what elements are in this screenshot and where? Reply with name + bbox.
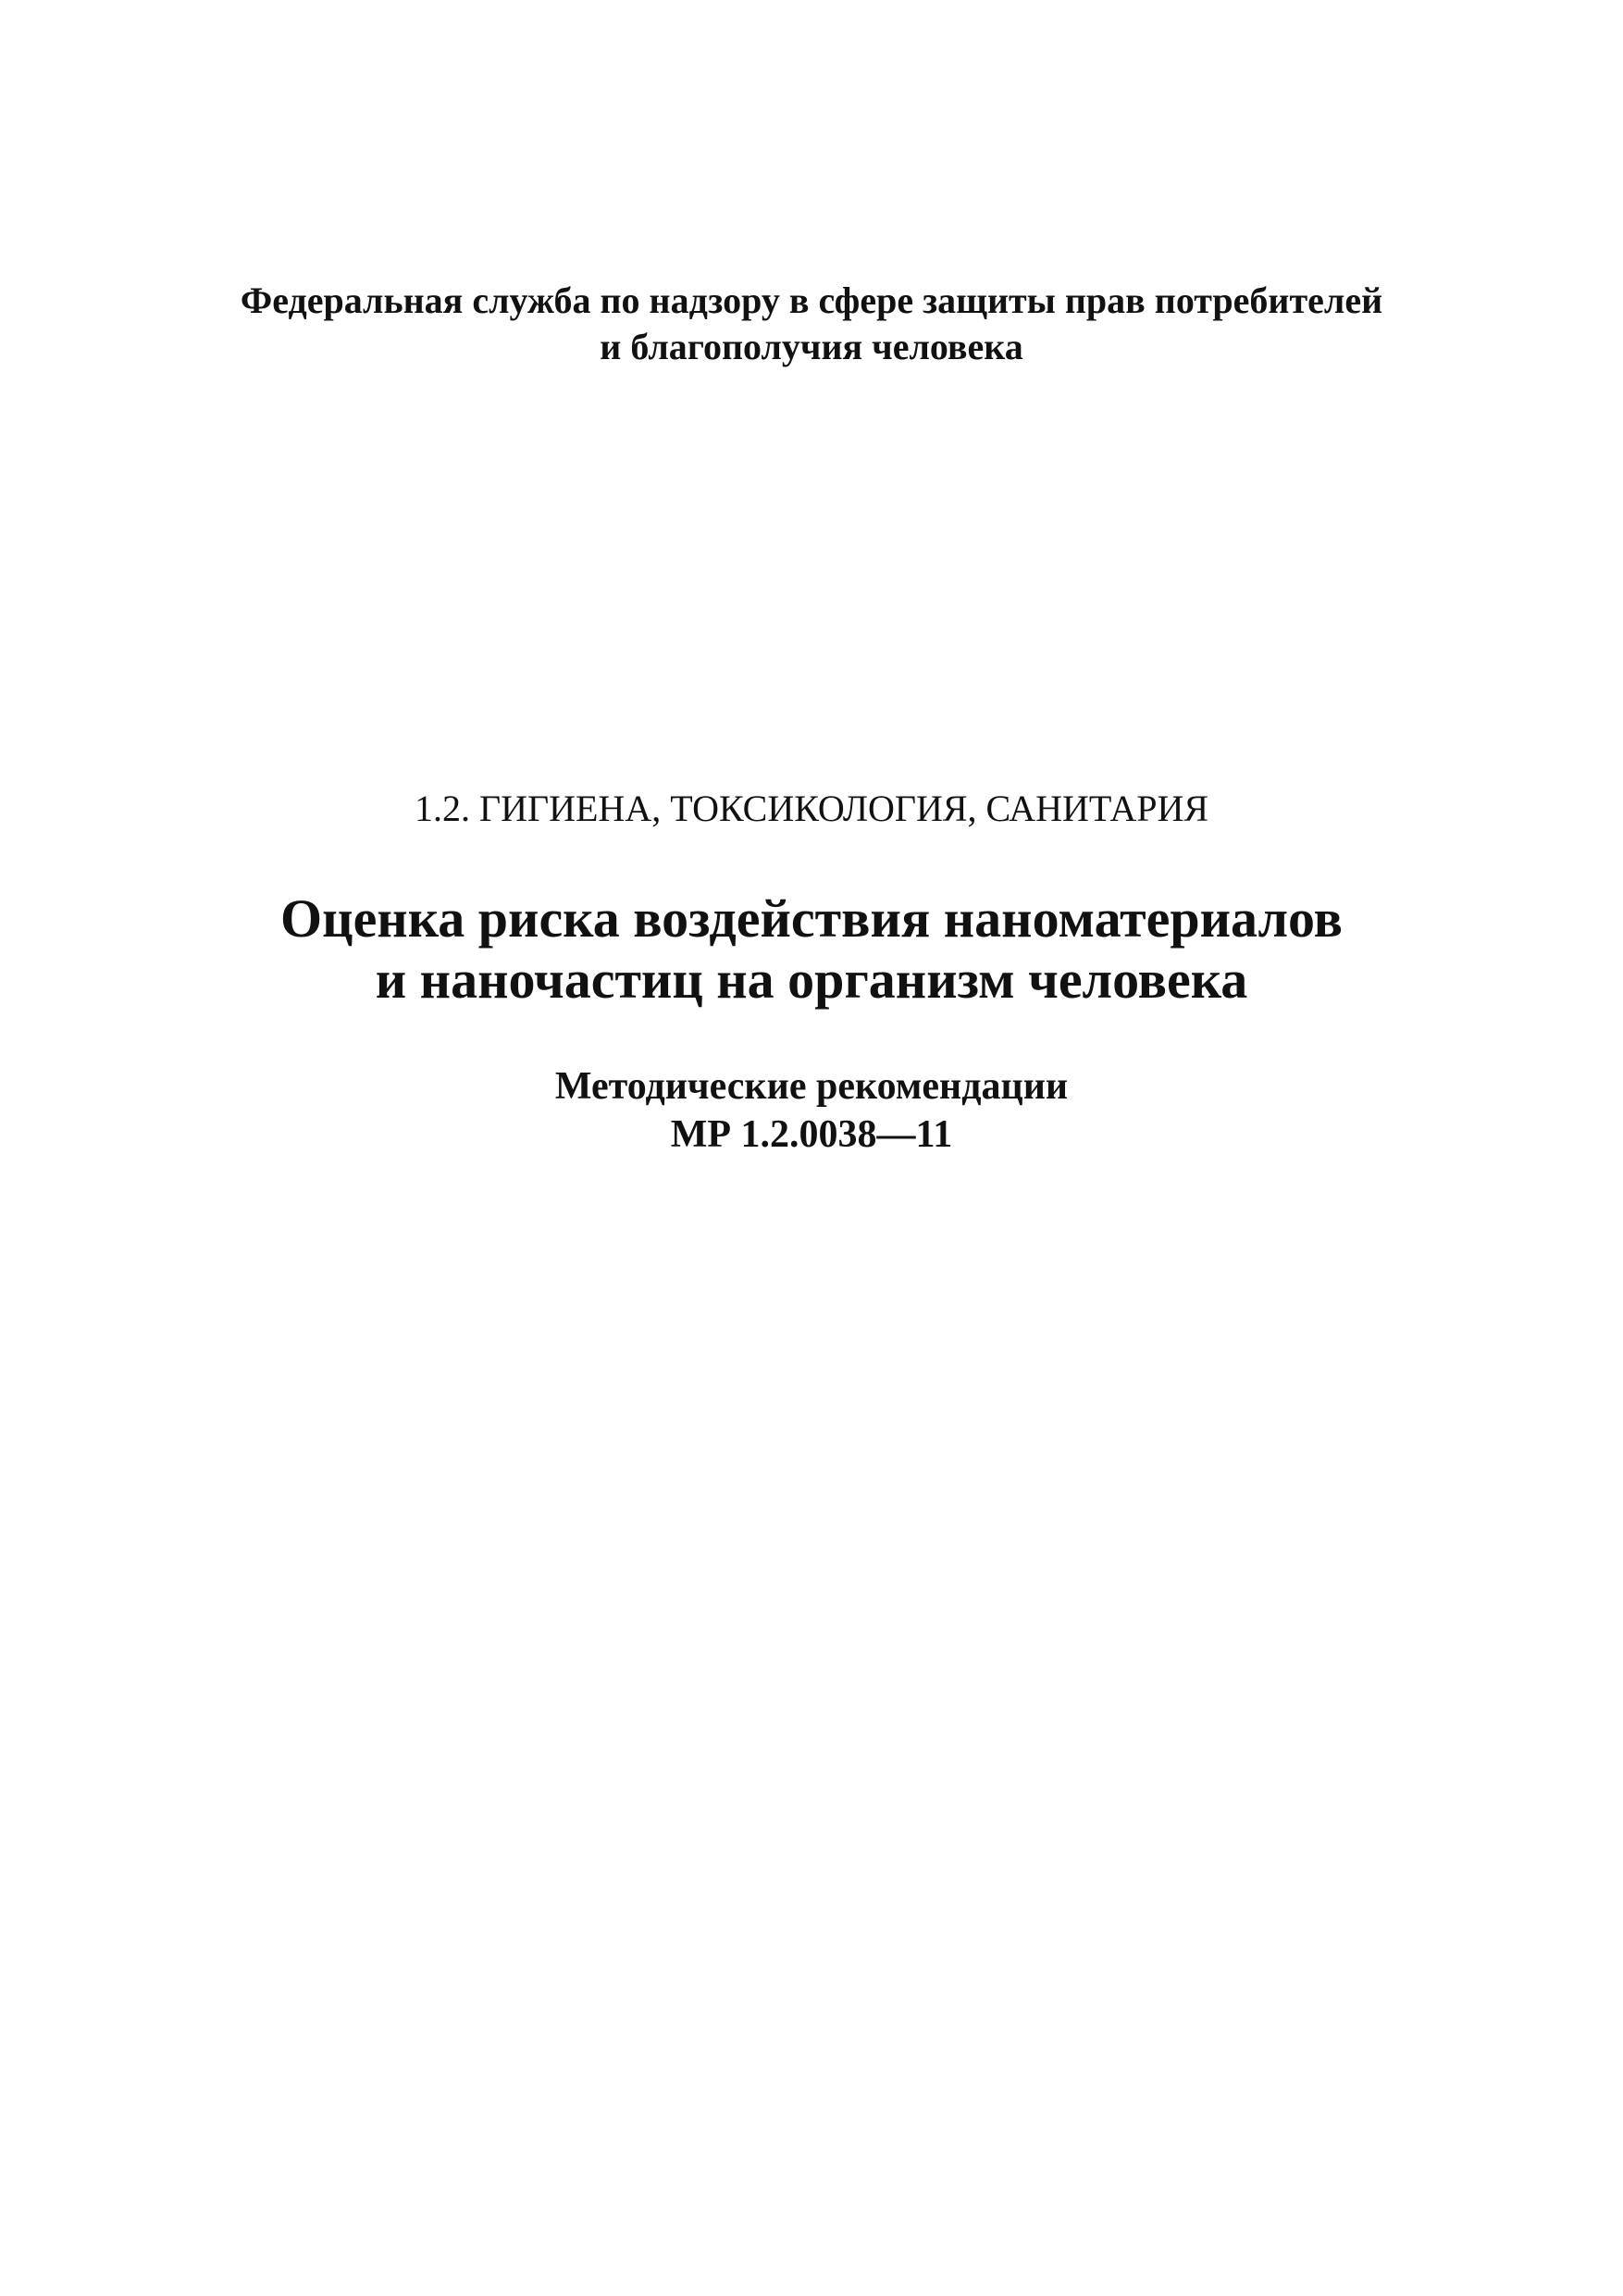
agency-name-line-2: и благополучия человека	[600, 326, 1023, 367]
document-type: Методические рекомендации	[554, 1065, 1069, 1108]
agency-header	[0, 278, 1623, 370]
series-heading: 1.2. ГИГИЕНА, ТОКСИКОЛОГИЯ, САНИТАРИЯ	[414, 788, 1209, 829]
document-title-line-1: Оценка риска воздействия наноматериалов	[280, 888, 1343, 949]
document-code: МР 1.2.0038—11	[670, 1113, 953, 1156]
document-designation	[0, 1062, 1623, 1159]
document-title-line-2: и наночастиц на организм человека	[375, 949, 1248, 1010]
agency-name-line-1: Федеральная служба по надзору в сфере защиты прав потребителей	[240, 279, 1383, 321]
document-title	[0, 888, 1623, 1011]
